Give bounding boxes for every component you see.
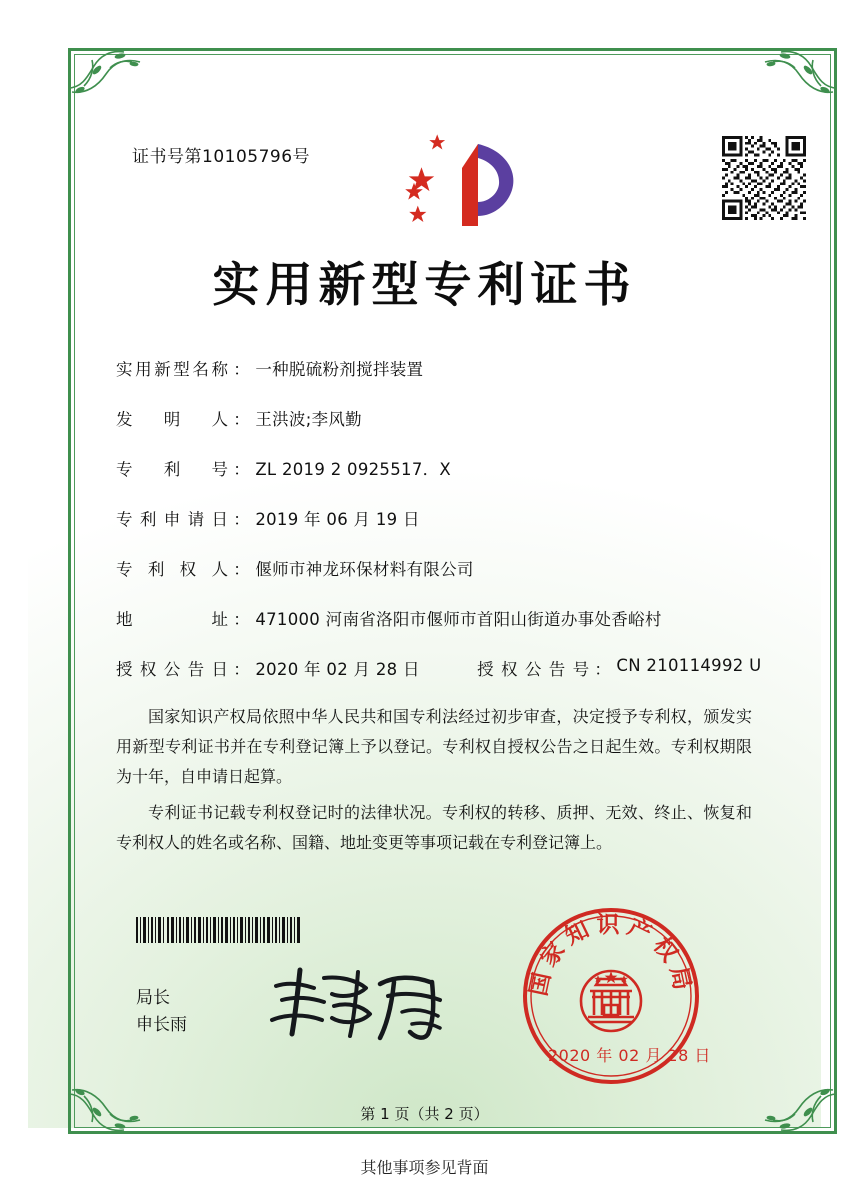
field-label-grant-date: 授权公告日 — [116, 660, 228, 679]
qr-code-icon — [722, 136, 806, 220]
field-row-patent-number — [116, 456, 756, 506]
field-value-grant-date: 2020 年 02 月 28 日 — [255, 660, 420, 679]
field-colon: ： — [594, 660, 612, 679]
field-value: 一种脱硫粉剂搅拌装置 — [255, 360, 424, 379]
body-text — [116, 702, 752, 864]
field-label: 地址 — [116, 610, 228, 629]
back-note: 其他事项参见背面 — [360, 1158, 489, 1177]
field-label: 专利申请日 — [116, 510, 228, 529]
field-colon: ： — [233, 660, 251, 679]
field-label: 专利号 — [116, 460, 228, 479]
svg-text:国家知识产权局: 国家知识产权局 — [525, 912, 697, 999]
field-value: 471000 河南省洛阳市偃师市首阳山街道办事处香峪村 — [255, 610, 662, 629]
field-row-grant — [116, 656, 762, 706]
barcode-icon — [136, 917, 300, 943]
field-colon: ： — [233, 410, 251, 429]
field-row-name — [116, 356, 756, 406]
field-colon: ： — [233, 360, 251, 379]
page-number: 第 1 页（共 2 页） — [360, 1105, 489, 1123]
patent-office-emblem-icon — [400, 128, 540, 240]
certificate-number: 证书号第10105796号 — [132, 147, 311, 167]
signature-block — [136, 985, 187, 1039]
field-label: 专利权人 — [116, 560, 228, 579]
field-value: 2019 年 06 月 19 日 — [255, 510, 420, 529]
field-colon: ： — [233, 560, 251, 579]
paragraph-1: 国家知识产权局依照中华人民共和国专利法经过初步审查，决定授予专利权，颁发实用新型专利证书并在专利登记簿上予以登记。专利权自授权公告之日起生效。专利权期限为十年，自申请日起算。 — [116, 707, 752, 786]
field-row-application-date — [116, 506, 756, 556]
handwritten-signature-icon — [262, 962, 482, 1046]
page-title: 实用新型专利证书 — [212, 258, 637, 313]
field-row-inventor — [116, 406, 756, 456]
signature-name: 申长雨 — [136, 1015, 187, 1035]
field-row-address — [116, 606, 756, 656]
field-colon: ： — [233, 510, 251, 529]
field-list — [116, 356, 762, 706]
field-value: 王洪波;李风勤 — [255, 410, 362, 429]
field-value-grant-number: CN 210114992 U — [616, 656, 762, 675]
field-label: 发明人 — [116, 410, 228, 429]
field-label-grant-number: 授权公告号 — [477, 660, 590, 679]
field-row-patentee — [116, 556, 756, 606]
field-colon: ： — [233, 610, 251, 629]
field-value: 偃师市神龙环保材料有限公司 — [255, 560, 474, 579]
field-colon: ： — [233, 460, 251, 479]
field-value: ZL 2019 2 0925517．X — [255, 460, 452, 479]
field-label: 实用新型名称 — [116, 360, 228, 379]
signature-title: 局长 — [136, 988, 170, 1008]
seal-date: 2020 年 02 月 28 日 — [548, 1046, 711, 1065]
paragraph-2: 专利证书记载专利权登记时的法律状况。专利权的转移、质押、无效、终止、恢复和专利权人的姓名或名称、国籍、地址变更等事项记载在专利登记簿上。 — [116, 803, 752, 852]
